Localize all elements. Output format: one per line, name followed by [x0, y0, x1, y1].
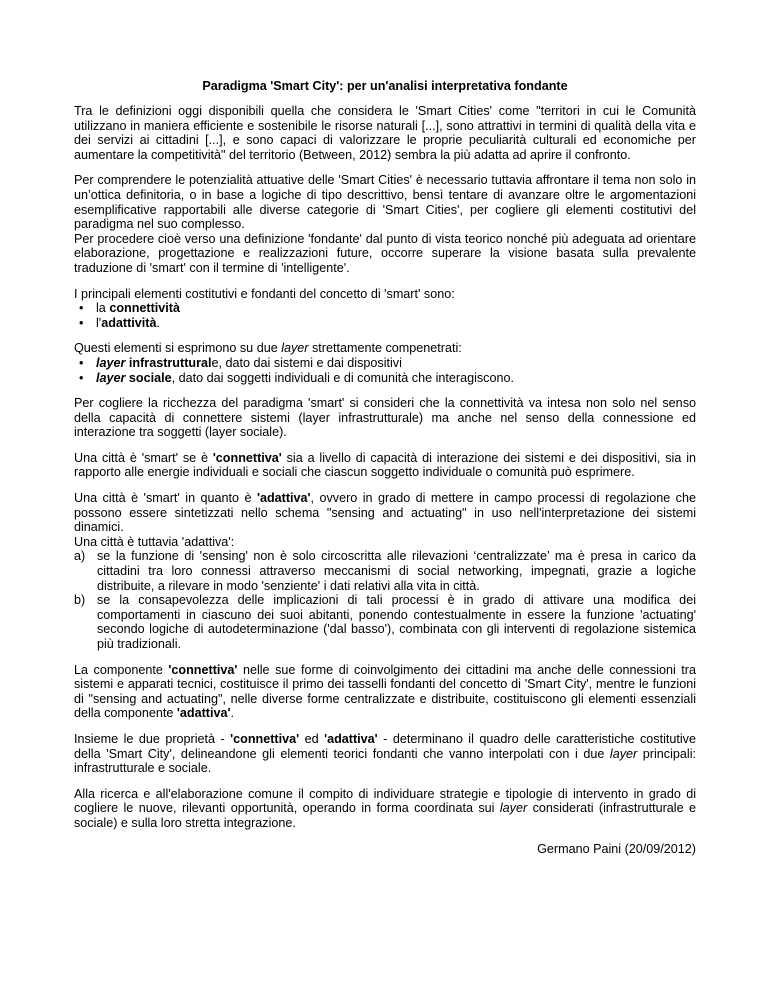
list-item: • layer infrastrutturale, dato dai sistemi e dai dispositivi	[74, 356, 696, 371]
conditions-list	[74, 549, 696, 651]
paragraph-properties: Insieme le due proprietà - 'connettiva' ed 'adattiva' - determinano il quadro delle caratteristiche costitutive della 'Smart City', delineandone gli elementi teorici fondanti che vanno interpolati con i due layer principali: infrastrutturale e sociale.	[74, 731, 696, 776]
paragraph-connectivity: Per cogliere la ricchezza del paradigma 'smart' si consideri che la connettività va intesa non solo nel senso della capacità di connettere sistemi (layer infrastrutturale) ma anche nel senso della connessione ed interazione tra soggetti (layer sociale).	[74, 396, 696, 440]
paragraph-definition: Tra le definizioni oggi disponibili quella che considera le 'Smart Cities' come "territori in cui le Comunità utilizzano in maniera efficiente e sostenibile le risorse naturali [...], sono attrattivi in termini di qualità della vita e dei servizi ai cittadini [...], e sono capaci di valorizzare le proprie peculiarità culturali ed economiche per aumentare la competitività" del territorio (Between, 2012) sembra la più adatta ad aprire il confronto.	[74, 104, 696, 162]
paragraph-founding-definition: Per procedere cioè verso una definizione 'fondante' dal punto di vista teorico nonché più adeguata ad orientare elaborazione, progettazione e realizzazioni future, occorre superare la visione basata sulla prevalente traduzione di 'smart' con il termine di 'intelligente'.	[74, 231, 696, 275]
paragraph-potential: Per comprendere le potenzialità attuative delle 'Smart Cities' è necessario tuttavia affrontare il tema non solo in un’ottica definitoria, o in base a logiche di tipo descrittivo, bensì tentare di avanzare oltre le argomentazioni esemplificative rapportabili alle diverse categorie di 'Smart Cities', per cogliere gli elementi costitutivi del paradigma nel suo complesso.	[74, 173, 696, 232]
paragraph-research: Alla ricerca e all'elaborazione comune il compito di individuare strategie e tipologie di intervento in grado di cogliere le nuove, rilevanti opportunità, operando in forma coordinata sui layer considerati (infrastrutturale e sociale) e sulla loro stretta integrazione.	[74, 786, 697, 830]
list-item: • la connettività	[74, 301, 696, 316]
list-item: • layer sociale, dato dai soggetti individuali e di comunità che interagiscono.	[74, 371, 696, 386]
list-item: b) se la consapevolezza delle implicazioni di tali processi è in grado di attivare una modifica dei comportamenti in ciascuno dei suoi abitanti, ponendo contestualmente in essere la funzione 'actuating' secondo logiche di autodeterminazione ('dal basso'), combinata con gli interventi di regolazione sistemica più tradizionali.	[74, 593, 696, 651]
list-item: • l'adattività.	[74, 316, 696, 331]
layers-list	[74, 356, 696, 385]
author-signature: Germano Paini (20/09/2012)	[537, 841, 696, 856]
elements-list	[74, 301, 696, 330]
paragraph-adaptive-city: Una città è 'smart' in quanto è 'adattiva', ovvero in grado di mettere in campo processi di regolazione che possono essere sintetizzati nello schema "sensing and actuating" in uso nell'interpretazione dei sistemi dinamici.	[74, 491, 696, 535]
paragraph-adaptive-conditions-intro: Una città è tuttavia 'adattiva':	[74, 534, 235, 549]
paragraph-connective-city: Una città è 'smart' se è 'connettiva' sia a livello di capacità di interazione dei sistemi e dei dispositivi, sia in rapporto alle energie individuali e sociali che ciascun soggetto individuale o comunità può esprimere.	[74, 450, 696, 480]
document-page	[74, 79, 696, 856]
document-title: Paradigma 'Smart City': per un'analisi interpretativa fondante	[202, 79, 568, 93]
paragraph-elements-intro: I principali elementi costitutivi e fondanti del concetto di 'smart' sono:	[74, 286, 455, 301]
paragraph-components: La componente 'connettiva' nelle sue forme di coinvolgimento dei cittadini ma anche delle connessioni tra sistemi e apparati tecnici, costituisce il primo dei tasselli fondanti del concetto di 'Smart City', mentre le funzioni di "sensing and actuating", nelle diverse forme centralizzate e distribuite, costituiscono gli elementi essenziali della componente 'adattiva'.	[74, 662, 696, 721]
paragraph-layers-intro: Questi elementi si esprimono su due layer strettamente compenetrati:	[74, 341, 462, 356]
list-item: a) se la funzione di 'sensing' non è solo circoscritta alle rilevazioni ‘centralizzate’ ma è presa in carico da cittadini tra loro connessi attraverso meccanismi di social networking, impegnati, grazie a logiche distribuite, a rilevare in modo 'senziente' i dati relativi alla vita in città.	[74, 549, 696, 593]
